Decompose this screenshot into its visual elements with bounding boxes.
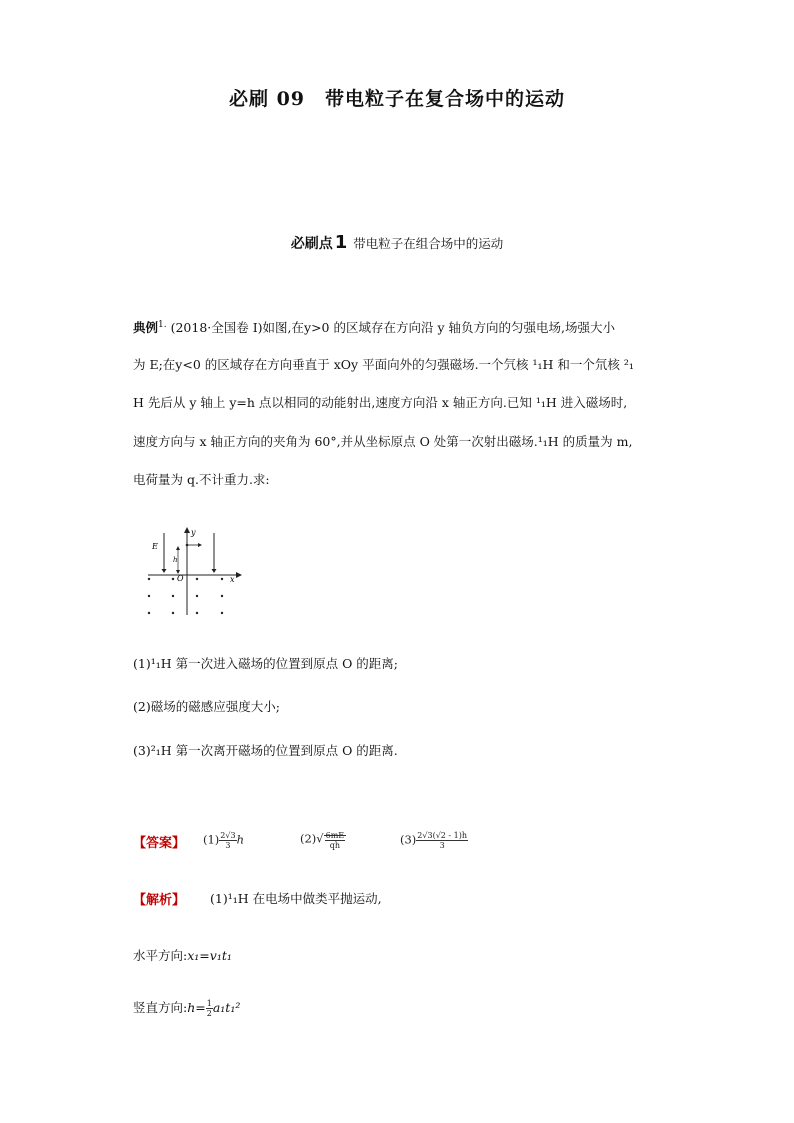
- velocity-arrow-icon: [198, 543, 202, 547]
- answer-2: (2)√ $\frac{6mE}{qh}$: [300, 831, 345, 850]
- answer-row: [133, 832, 185, 851]
- section-heading: [0, 232, 794, 253]
- y-axis-label: y: [191, 528, 196, 537]
- x-axis-arrow-icon: [236, 572, 242, 578]
- answer-3: [400, 831, 468, 850]
- analysis-line-1: (1)¹₁H 在电场中做类平抛运动,: [210, 891, 382, 906]
- answer-1-prefix: (1): [203, 832, 220, 847]
- origin-label: O: [177, 574, 184, 583]
- analysis-row: [133, 889, 185, 908]
- question-2: (2)磁场的磁感应强度大小;: [133, 699, 280, 714]
- field-arrow-2-icon: [212, 569, 217, 573]
- question-3: (3)²₁H 第一次离开磁场的位置到原点 O 的距离.: [133, 743, 398, 758]
- h-arrow-up-icon: [176, 546, 180, 550]
- problem-text-1: (2018·全国卷 I)如图,在y>0 的区域存在方向沿 y 轴负方向的匀强电场,场强大小: [170, 320, 615, 336]
- analysis-line-3-frac-num: 1: [206, 999, 212, 1008]
- analysis-line-2: [133, 946, 232, 966]
- answer-2-num: 6mE: [325, 831, 345, 840]
- page-title: 必刷 09 带电粒子在复合场中的运动: [228, 88, 566, 110]
- answer-3-prefix: (3): [400, 832, 417, 847]
- analysis-line-3-frac-den: 2: [206, 1009, 212, 1018]
- analysis-label: 【解析】: [133, 893, 186, 908]
- particle-start-point: [186, 544, 189, 547]
- question-1: (1)¹₁H 第一次进入磁场的位置到原点 O 的距离;: [133, 656, 399, 671]
- problem-label: 典例: [133, 320, 159, 336]
- answer-2-prefix: (2): [300, 831, 317, 846]
- answer-3-den: 3: [439, 841, 445, 850]
- magnetic-field-dots: [148, 578, 223, 614]
- section-number: 1: [334, 232, 348, 253]
- problem-line-5: 电荷量为 q.不计重力.求:: [133, 472, 270, 487]
- x-axis-label: x: [230, 575, 235, 584]
- problem-line-3: H 先后从 y 轴上 y=h 点以相同的动能射出,速度方向沿 x 轴正方向.已知 ¹₁H 进入磁场时,: [133, 395, 628, 410]
- field-e-label: E: [152, 542, 158, 551]
- analysis-line-2-prefix: 水平方向:: [133, 948, 188, 963]
- answer-1-den: 3: [225, 841, 231, 850]
- analysis-line-3-eq-b: a₁t₁²: [212, 1000, 241, 1015]
- field-diagram: [140, 525, 250, 620]
- problem-line-1: [133, 315, 615, 338]
- analysis-line-3-prefix: 竖直方向:: [133, 1000, 188, 1015]
- answer-1-suffix: h: [236, 832, 244, 847]
- analysis-line-3: [133, 998, 240, 1018]
- answer-3-num: 2√3(√2 - 1)h: [417, 831, 468, 840]
- h-label: h: [173, 556, 178, 564]
- answer-1-num: 2√3: [220, 831, 236, 840]
- problem-line-2: 为 E;在y<0 的区域存在方向垂直于 xOy 平面向外的匀强磁场.一个氕核 ¹₁H 和一个氘核 ²₁: [133, 357, 634, 372]
- problem-number: 1.: [158, 320, 167, 330]
- field-arrow-1-icon: [162, 569, 167, 573]
- analysis-line-2-eq: x₁=v₁t₁: [187, 948, 232, 963]
- answer-1: [203, 831, 244, 850]
- problem-line-4: 速度方向与 x 轴正方向的夹角为 60°,并从坐标原点 O 处第一次射出磁场.¹₁H 的质量为 m,: [133, 434, 633, 449]
- answer-2-den: qh: [329, 841, 341, 850]
- section-prefix: 必刷点: [290, 236, 333, 252]
- y-axis-arrow-icon: [184, 527, 190, 533]
- analysis-line-3-eq-a: h=: [187, 1000, 206, 1015]
- answer-label: 【答案】: [133, 836, 186, 851]
- section-text: 带电粒子在组合场中的运动: [353, 236, 504, 251]
